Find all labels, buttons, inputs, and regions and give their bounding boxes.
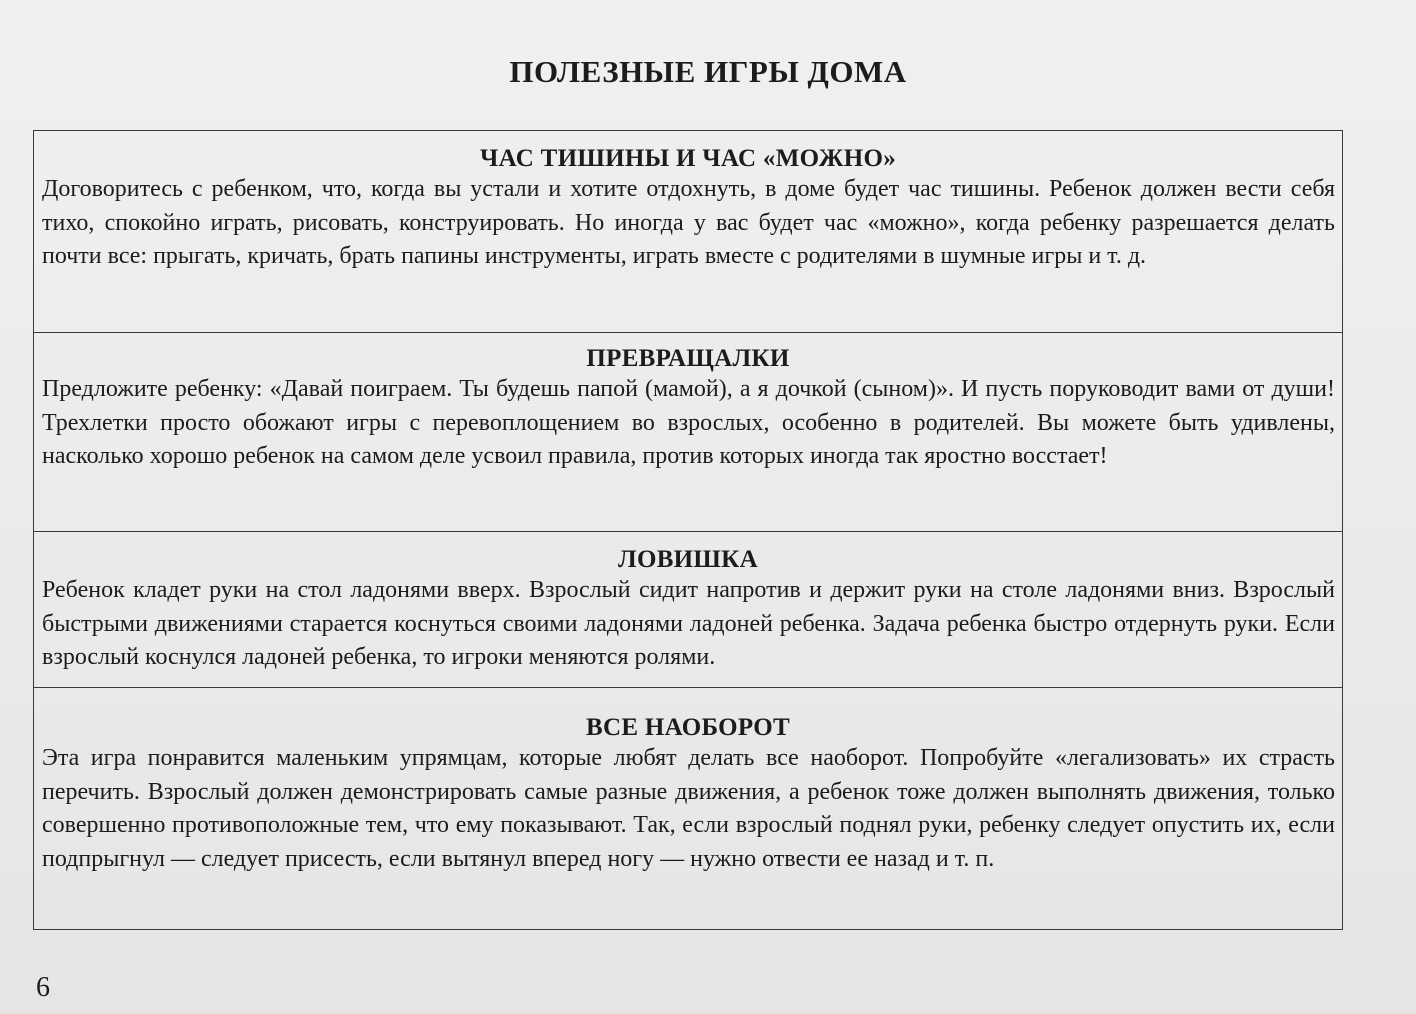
game-section-opposite bbox=[34, 687, 1342, 931]
game-section-catcher bbox=[34, 531, 1342, 687]
game-description: Договоритесь с ребенком, что, когда вы устали и хотите отдохнуть, в доме будет час тишины. Ребенок должен вести себя тихо, спокойно играть, рисовать, конструировать. Но иногда у вас будет час «можно», когда ребенку разрешается делать почти все: прыгать, кричать, брать папины инструменты, играть вместе с родителями в шумные игры и т. д. bbox=[42, 176, 1335, 269]
game-title: ПРЕВРАЩАЛКИ bbox=[586, 345, 790, 372]
page-number: 6 bbox=[36, 972, 50, 1003]
page-title: ПОЛЕЗНЫЕ ИГРЫ ДОМА bbox=[509, 54, 907, 89]
game-section-quiet-hour bbox=[34, 131, 1342, 332]
game-title: ЛОВИШКА bbox=[618, 546, 758, 573]
game-description: Эта игра понравится маленьким упрямцам, которые любят делать все наоборот. Попробуйте «легализовать» их страсть перечить. Взрослый должен демонстрировать самые разные движения, а ребенок тоже должен выполнять движения, только совершенно противоположные тем, что ему показывают. Так, если взрослый поднял руки, ребенку следует опустить их, если подпрыгнул — следует присесть, если вытянул вперед ногу — нужно отвести ее назад и т. п. bbox=[42, 745, 1335, 872]
game-title: ВСЕ НАОБОРОТ bbox=[585, 714, 790, 741]
game-description: Предложите ребенку: «Давай поиграем. Ты будешь папой (мамой), а я дочкой (сыном)». И пусть поруководит вами от души! Трехлетки просто обожают игры с перевоплощением во взрослых, особенно в родителей. Вы можете быть удивлены, насколько хорошо ребенок на самом деле усвоил правила, против которых иногда так яростно восстает! bbox=[42, 376, 1335, 469]
game-section-transformations bbox=[34, 332, 1342, 531]
games-box bbox=[33, 130, 1343, 930]
game-title: ЧАС ТИШИНЫ И ЧАС «МОЖНО» bbox=[479, 145, 897, 172]
game-description: Ребенок кладет руки на стол ладонями вверх. Взрослый сидит напротив и держит руки на столе ладонями вниз. Взрослый быстрыми движениями старается коснуться своими ладонями ладоней ребенка. Задача ребенка быстро отдернуть руки. Если взрослый коснулся ладоней ребенка, то игроки меняются ролями. bbox=[42, 577, 1335, 670]
